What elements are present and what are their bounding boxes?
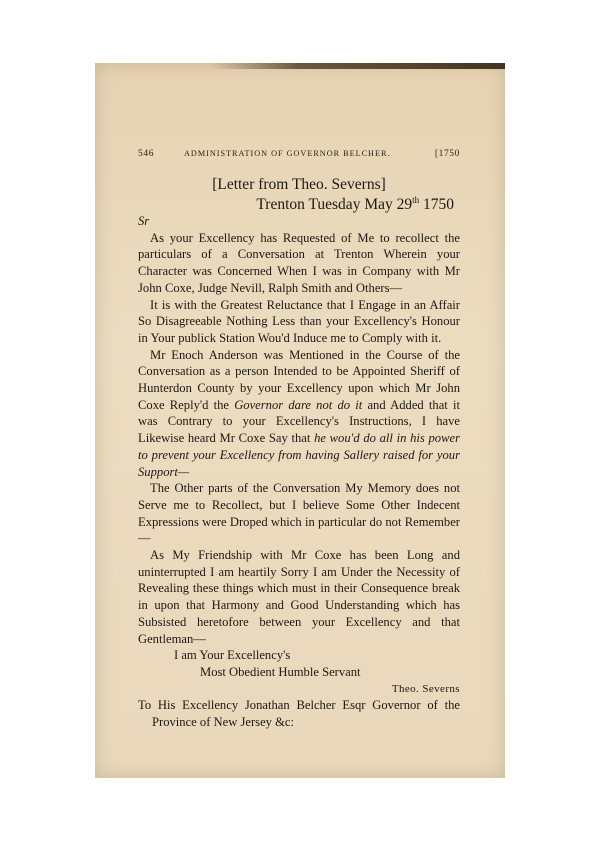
closing-line-1: I am Your Excellency's <box>174 648 291 663</box>
page-number: 546 <box>138 149 155 159</box>
paragraph-2: It is with the Greatest Reluctance that I Engage in an Affair So Disagreeable Nothing Less than your Excellency's Honour in Your publick Station Wou'd Induce me to Comply with it. <box>138 297 460 345</box>
signature: Theo. Severns <box>391 682 460 695</box>
dateline-suffix: 1750 <box>419 196 454 213</box>
running-title: ADMINISTRATION OF GOVERNOR BELCHER. <box>184 149 391 158</box>
paragraph-5: As My Friendship with Mr Coxe has been Long and uninterrupted I am heartily Sorry I am Under the Necessity of Revealing these things which must in their Consequence break in upon that Harmony and Good Understanding which has Subsisted heretofore between your Excellency and that Gentleman— <box>138 548 460 646</box>
paragraph-3-a: Mr Enoch Anderson was Mentioned in the Course of the Conversation as a person Intended to be Appointed Sheriff of Hunterdon County by your Excellency upon which Mr John Coxe Reply'd the <box>138 347 460 412</box>
running-head <box>138 149 460 163</box>
paragraph-1: As your Excellency has Requested of Me to recollect the particulars of a Conversation at Trenton Wherein your Character was Concerned When I was in Company with Mr John Coxe, Judge Nevill, Ralph Smith and Others— <box>138 230 460 295</box>
dateline-prefix: Trenton Tuesday May 29 <box>256 196 413 213</box>
address-line: To His Excellency Jonathan Belcher Esqr Governor of the Province of New Jersey &c: <box>138 698 460 730</box>
closing-line-2: Most Obedient Humble Servant <box>200 664 361 679</box>
dateline-sup: th <box>412 194 420 205</box>
paragraph-3-c: and Added that it was Contrary to your Excellency's Instructions, I have Likewise heard Mr Coxe Say that <box>138 397 460 446</box>
letter-title: [Letter from Theo. Severns] <box>212 176 386 193</box>
paragraph-4: The Other parts of the Conversation My Memory does not Serve me to Recollect, but I believe Some Other Indecent Expressions were Droped which in particular do not Remember— <box>138 481 460 546</box>
page-shadow-edge <box>210 63 505 69</box>
salutation: Sr <box>138 214 150 228</box>
paragraph-3-b: Governor dare not do it <box>234 397 363 412</box>
paragraph-3-d: he wou'd do all in his power to prevent your Excellency from having Sallery raised for your Support— <box>138 431 460 479</box>
letter-body <box>138 213 460 731</box>
running-year: [1750 <box>434 149 460 159</box>
letter-dateline <box>138 196 460 214</box>
paragraph-3 <box>138 347 460 481</box>
